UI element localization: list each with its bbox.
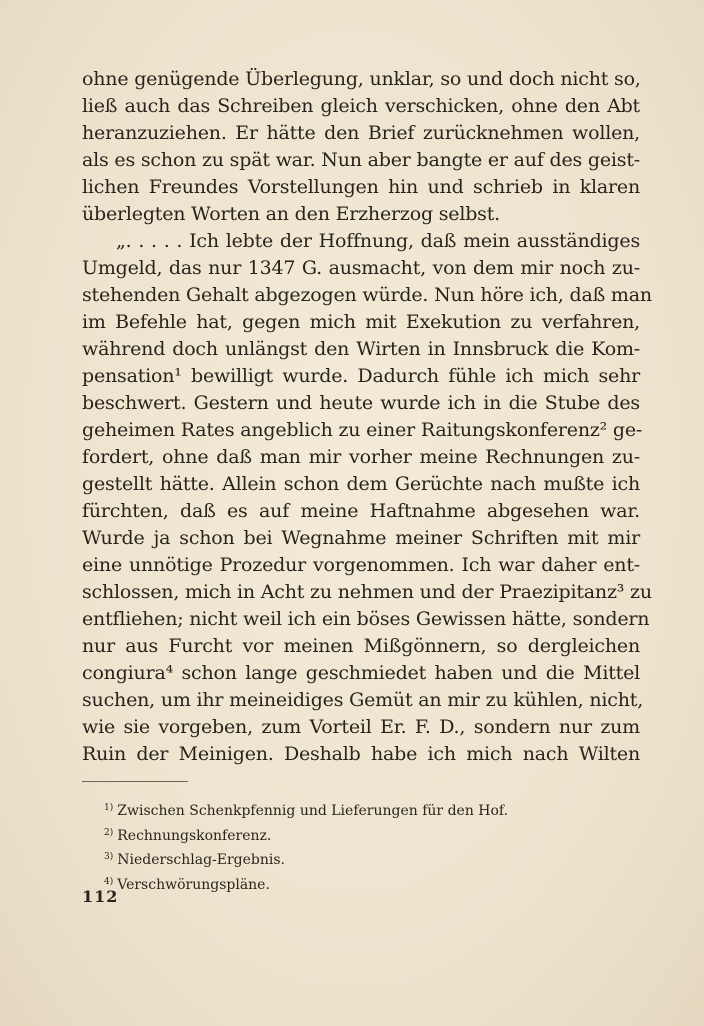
text-line: heranzuziehen. Er hätte den Brief zurücknehmen wollen, <box>82 122 640 144</box>
page-number: 112 <box>82 887 119 906</box>
footnote <box>104 821 624 846</box>
text-line: stehenden Gehalt abgezogen würde. Nun höre ich, daß man <box>82 284 652 306</box>
footnote-text: Verschwörungspläne. <box>117 876 270 893</box>
text-line: als es schon zu spät war. Nun aber bangte er auf des geist- <box>82 149 640 171</box>
text-line: Umgeld, das nur 1347 G. ausmacht, von dem mir noch zu- <box>82 257 640 279</box>
text-line: eine unnötige Prozedur vorgenommen. Ich war daher ent- <box>82 554 640 576</box>
text-line: ohne genügende Überlegung, unklar, so und doch nicht so, <box>82 68 641 90</box>
footnote <box>104 845 624 870</box>
footnotes <box>104 796 624 894</box>
text-line: congiura⁴ schon lange geschmiedet haben und die Mittel <box>82 662 640 684</box>
text-line: suchen, um ihr meineidiges Gemüt an mir zu kühlen, nicht, <box>82 689 644 711</box>
footnote-divider <box>82 781 188 782</box>
text-line: im Befehle hat, gegen mich mit Exekution zu verfahren, <box>82 311 640 333</box>
text-line: lichen Freundes Vorstellungen hin und schrieb in klaren <box>82 176 640 198</box>
text-line: Wurde ja schon bei Wegnahme meiner Schriften mit mir <box>82 527 640 549</box>
text-line: überlegten Worten an den Erzherzog selbst. <box>82 203 501 225</box>
text-line: fürchten, daß es auf meine Haftnahme abgesehen war. <box>82 500 640 522</box>
footnote-marker: 3) <box>104 852 114 862</box>
body-text <box>82 66 652 768</box>
footnote-text: Zwischen Schenkpfennig und Lieferungen für den Hof. <box>117 803 509 819</box>
text-line: geheimen Rates angeblich zu einer Raitungskonferenz² ge- <box>82 419 643 441</box>
text-line: nur aus Furcht vor meinen Mißgönnern, so dergleichen <box>82 635 640 657</box>
footnote <box>104 796 624 821</box>
footnote <box>104 870 624 895</box>
text-line: pensation¹ bewilligt wurde. Dadurch fühle ich mich sehr <box>82 365 640 387</box>
text-line: schlossen, mich in Acht zu nehmen und der Praezipitanz³ zu <box>82 581 652 603</box>
text-line: „. . . . . Ich lebte der Hoffnung, daß mein ausständiges <box>116 230 640 252</box>
footnote-marker: 2) <box>104 827 114 838</box>
text-line: fordert, ohne daß man mir vorher meine Rechnungen zu- <box>82 446 640 468</box>
text-line: ließ auch das Schreiben gleich verschicken, ohne den Abt <box>82 95 640 117</box>
text-line: gestellt hätte. Allein schon dem Gerüchte nach mußte ich <box>82 473 640 495</box>
footnote-marker: 4) <box>104 876 114 887</box>
footnote-text: Niederschlag-Ergebnis. <box>117 852 286 868</box>
text-line: während doch unlängst den Wirten in Innsbruck die Kom- <box>82 338 640 360</box>
text-line: entfliehen; nicht weil ich ein böses Gewissen hätte, sondern <box>82 608 650 630</box>
footnote-marker: 1) <box>104 803 114 813</box>
footnote-text: Rechnungskonferenz. <box>117 827 272 844</box>
text-line: wie sie vorgeben, zum Vorteil Er. F. D., sondern nur zum <box>82 716 640 738</box>
text-line: beschwert. Gestern und heute wurde ich in die Stube des <box>82 392 640 414</box>
text-line: Ruin der Meinigen. Deshalb habe ich mich nach Wilten <box>82 743 640 765</box>
